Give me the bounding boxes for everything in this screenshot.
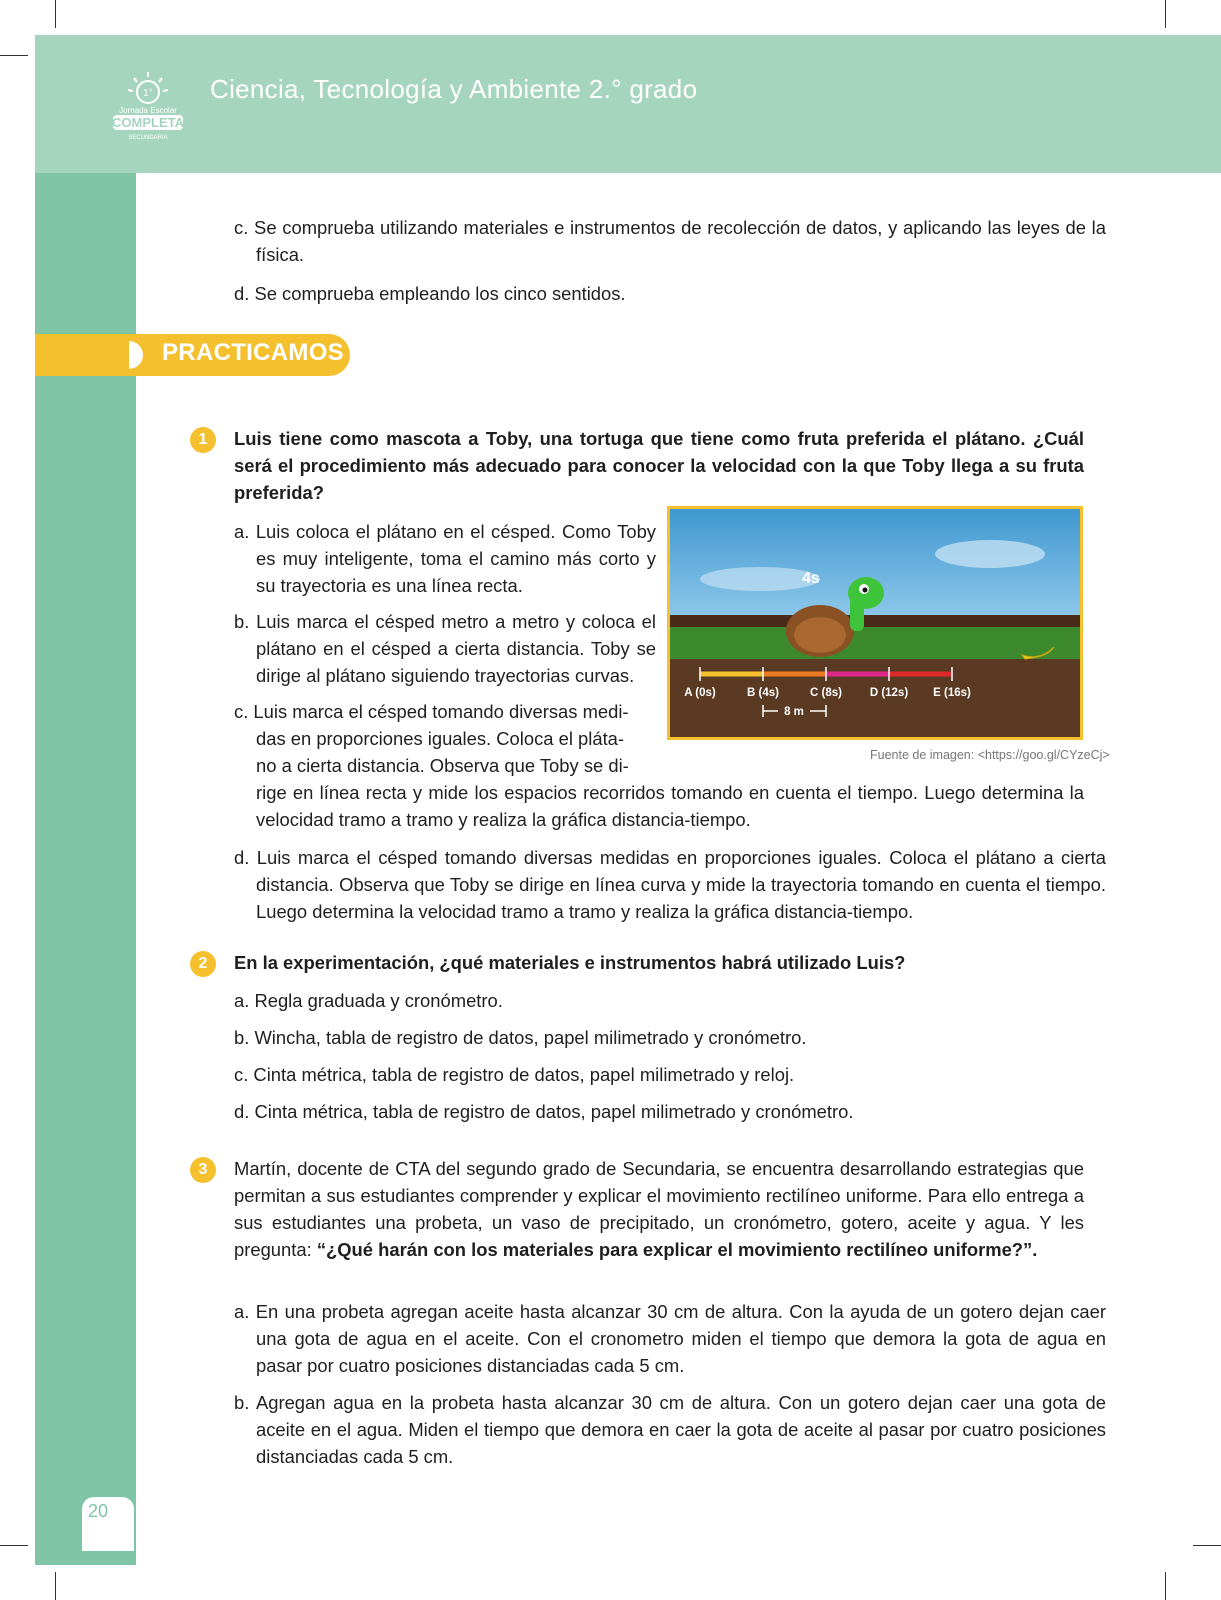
- point-label-d: D (12s): [869, 687, 909, 699]
- turtle-scene: [670, 509, 1080, 737]
- question-3-intro: Martín, docente de CTA del segundo grado de Secundaria, se encuentra desarrollando estrategias que permitan a sus estudiantes comprender y explicar el movimiento rectilíneo uniforme. Para ello entrega a sus estudiantes una probeta, un vaso de precipitado, un cronómetro, gotero, aceite y agua. Y les pregunta:: [234, 1158, 1084, 1260]
- question-number-badge: 1: [190, 427, 216, 453]
- q2-option-c: c. Cinta métrica, tabla de registro de datos, papel milimetrado y reloj.: [234, 1064, 795, 1085]
- elapsed-time-label: 4s: [802, 570, 820, 587]
- crop-mark: [1165, 0, 1166, 28]
- q1-option-b: b. Luis marca el césped metro a metro y coloca el plátano en el césped a cierta distancia. Toby se dirige al plátano siguiendo trayectorias curvas.: [234, 611, 656, 686]
- q1-option-a: a. Luis coloca el plátano en el césped. Como Toby es muy inteligente, toma el camino más corto y su trayectoria es una línea recta.: [234, 521, 656, 596]
- point-label-e: E (16s): [933, 687, 971, 699]
- page-number-tab: [82, 1497, 134, 1551]
- prev-option-d: d. Se comprueba empleando los cinco sentidos.: [234, 283, 626, 304]
- q2-option-b: b. Wincha, tabla de registro de datos, papel milimetrado y cronómetro.: [234, 1027, 807, 1048]
- q1-option-c-line2: das en proporciones iguales. Coloca el pláta-: [256, 728, 625, 749]
- section-title: PRACTICAMOS: [162, 339, 344, 366]
- crop-mark: [1193, 1545, 1221, 1546]
- half-circle-icon: [129, 341, 143, 369]
- question-3-text: [234, 1155, 1084, 1263]
- svg-text:Jornada Escolar: Jornada Escolar: [119, 106, 177, 115]
- image-credit: Fuente de imagen: <https://goo.gl/CYzeCj>: [870, 748, 1110, 762]
- svg-text:SECUNDARIA: SECUNDARIA: [128, 135, 168, 141]
- turtle-figure: [667, 506, 1083, 740]
- left-sidebar: [35, 173, 136, 1565]
- crop-mark: [1165, 1572, 1166, 1600]
- point-label-b: B (4s): [747, 687, 779, 699]
- section-banner: [35, 334, 350, 376]
- crop-mark: [0, 1545, 28, 1546]
- q3-option-b: b. Agregan agua en la probeta hasta alcanzar 30 cm de altura. Con un gotero dejan caer una gota de aceite en el agua. Miden el tiempo que demora en caer la gota de aceite al pasar por cuatro posiciones distanciadas cada 5 cm.: [234, 1392, 1106, 1467]
- q3-option-a: a. En una probeta agregan aceite hasta alcanzar 30 cm de altura. Con la ayuda de un gotero dejan caer una gota de agua en el aceite. Con el cronometro miden el tiempo que demora la gota de agua en pasar por cuatro posiciones distanciadas cada 5 cm.: [234, 1301, 1106, 1376]
- q1-option-c-line1: c. Luis marca el césped tomando diversas medi-: [234, 701, 629, 722]
- point-label-a: A (0s): [684, 687, 716, 699]
- q1-option-c-line4: rige en línea recta y mide los espacios recorridos tomando en cuenta el tiempo. Luego determina la velocidad tramo a tramo y realiza la gráfica distancia-tiempo.: [256, 782, 1084, 830]
- q1-option-d: d. Luis marca el césped tomando diversas medidas en proporciones iguales. Coloca el plátano a cierta distancia. Observa que Toby se dirige en línea curva y mide la trayectoria tomando en cuenta el tiempo. Luego determina la velocidad tramo a tramo y realiza la gráfica distancia-tiempo.: [234, 847, 1106, 922]
- question-2-text: En la experimentación, ¿qué materiales e instrumentos habrá utilizado Luis?: [234, 952, 906, 973]
- jec-logo: [105, 62, 191, 142]
- prev-option-c: c. Se comprueba utilizando materiales e instrumentos de recolección de datos, y aplicando las leyes de la física.: [234, 217, 1106, 265]
- question-number-badge: 3: [190, 1157, 216, 1183]
- q2-option-d: d. Cinta métrica, tabla de registro de datos, papel milimetrado y cronómetro.: [234, 1101, 854, 1122]
- page-number: 20: [88, 1501, 109, 1521]
- svg-text:COMPLETA: COMPLETA: [112, 115, 184, 130]
- question-3-prompt: “¿Qué harán con los materiales para explicar el movimiento rectilíneo uniforme?”.: [316, 1239, 1038, 1260]
- crop-mark: [0, 55, 28, 56]
- question-number-badge: 2: [190, 951, 216, 977]
- distance-label: 8 m: [784, 706, 804, 718]
- crop-mark: [55, 0, 56, 28]
- svg-text:1°: 1°: [143, 88, 153, 99]
- crop-mark: [55, 1572, 56, 1600]
- question-1-text: Luis tiene como mascota a Toby, una tortuga que tiene como fruta preferida el plátano. ¿Cuál será el procedimiento más adecuado para conocer la velocidad con la que Toby llega a su fruta preferida?: [234, 428, 1084, 503]
- q2-option-a: a. Regla graduada y cronómetro.: [234, 990, 503, 1011]
- point-label-c: C (8s): [810, 687, 842, 699]
- page-title: Ciencia, Tecnología y Ambiente 2.° grado: [210, 74, 698, 104]
- q1-option-c-line3: no a cierta distancia. Observa que Toby se di-: [256, 755, 629, 776]
